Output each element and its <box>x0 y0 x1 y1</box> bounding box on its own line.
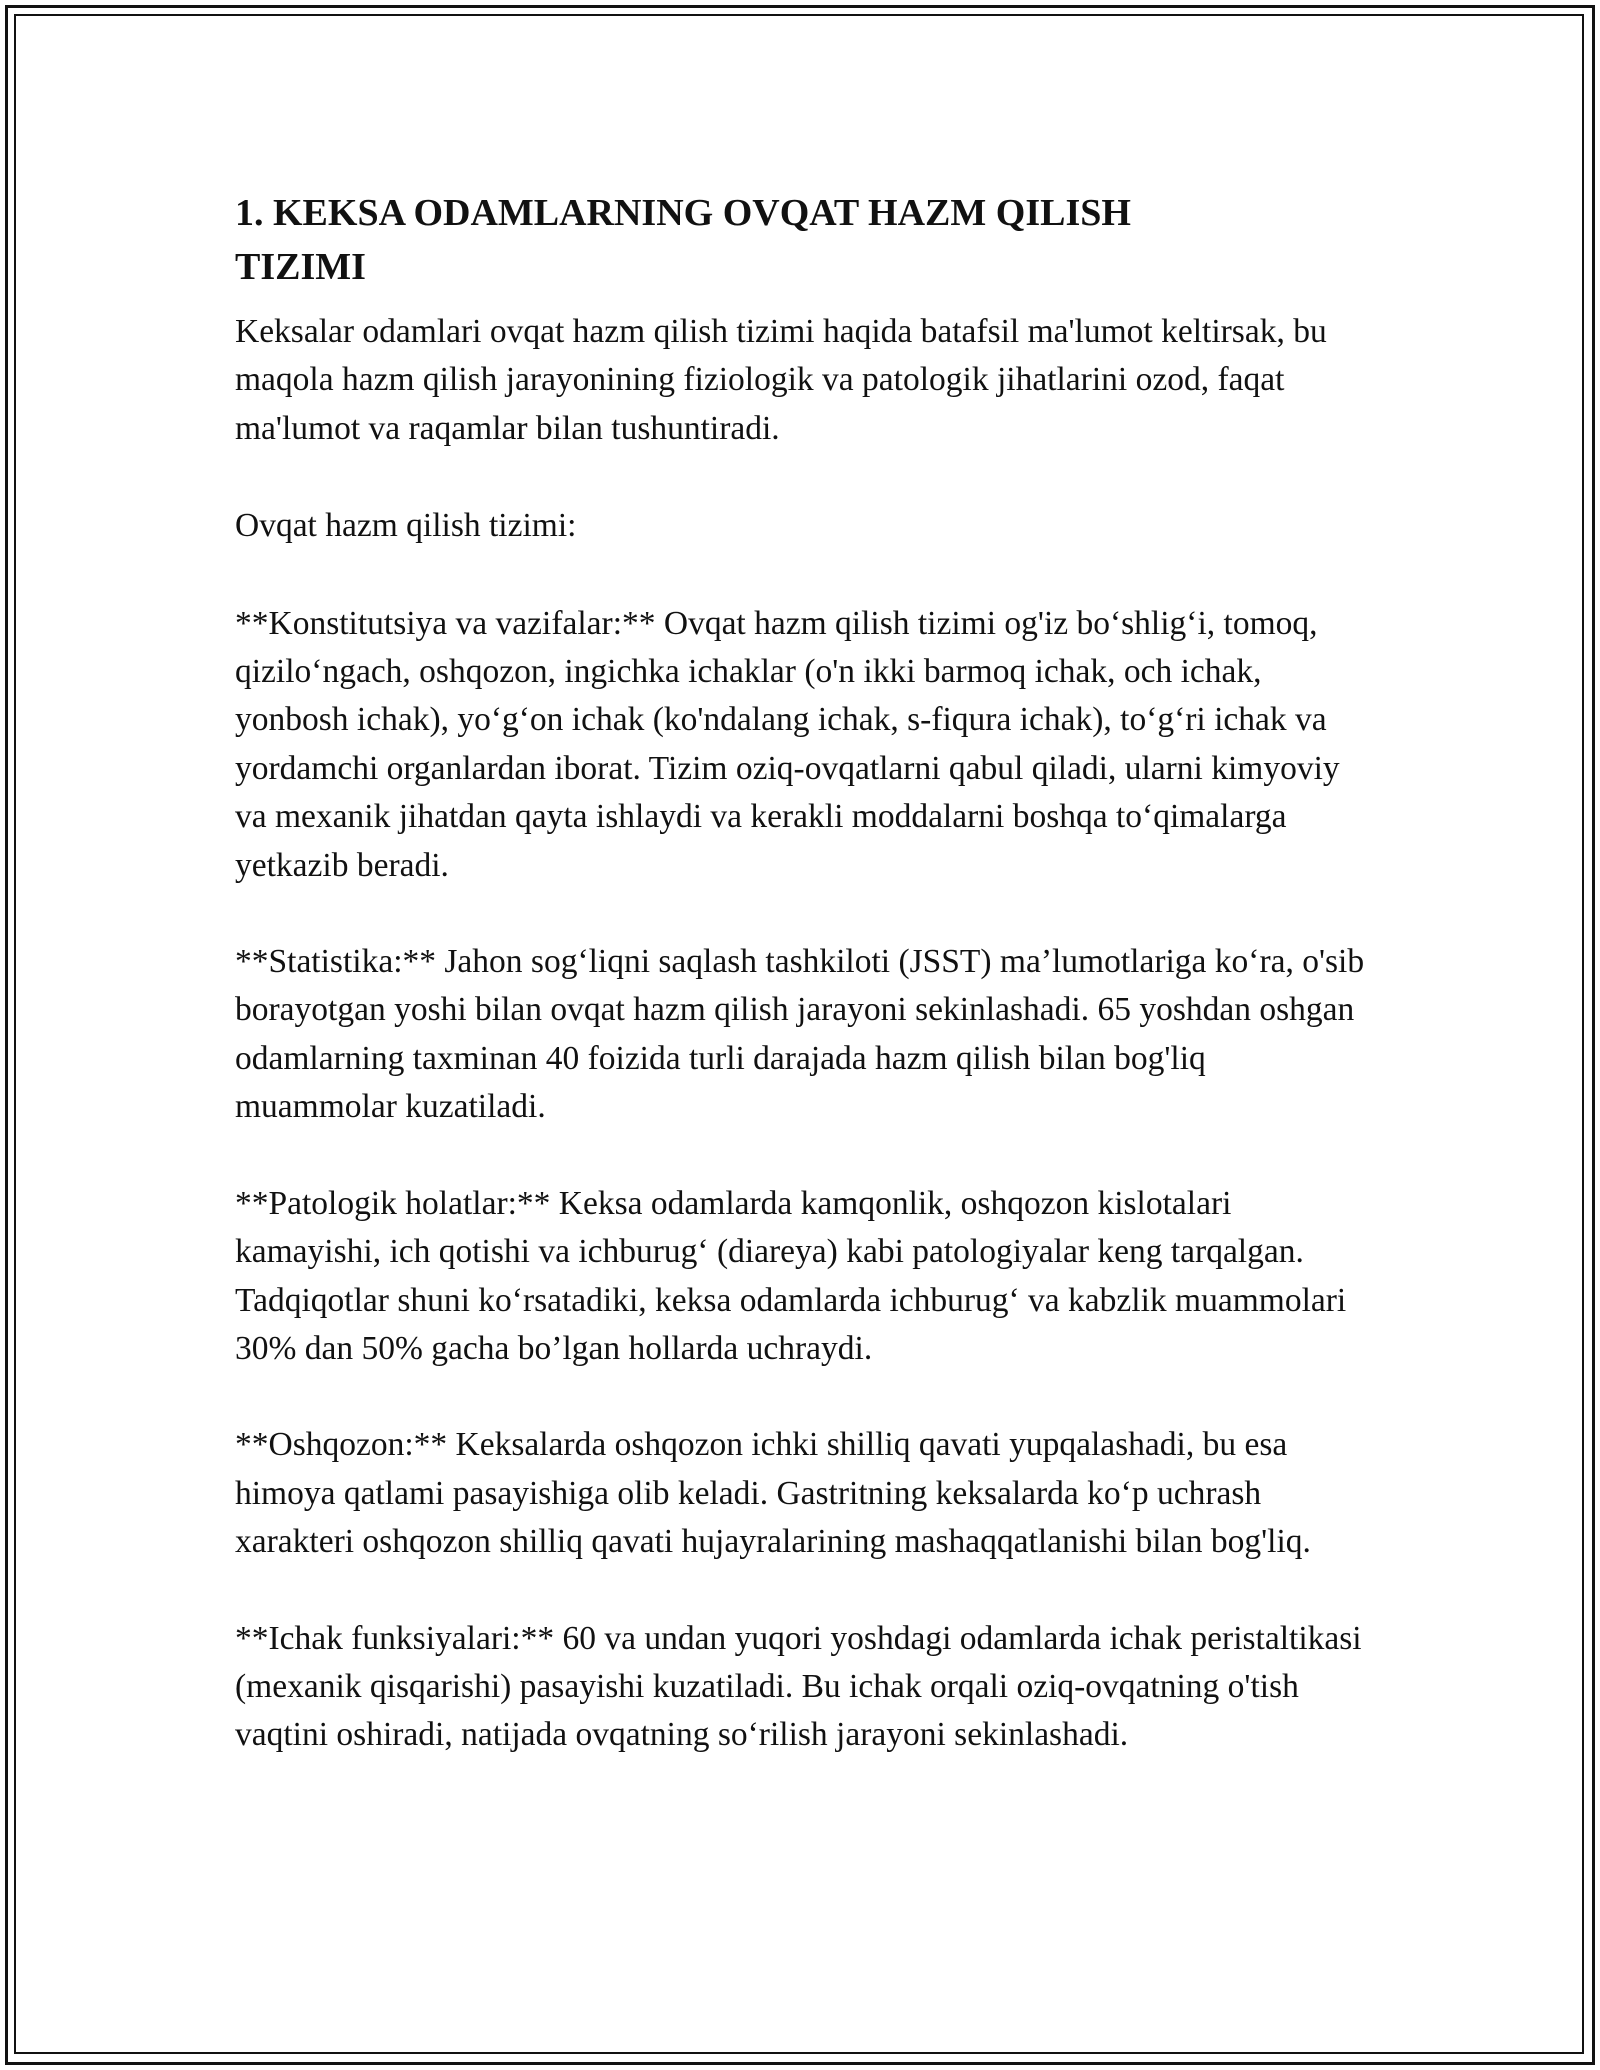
paragraph-intestine: **Ichak funksiyalari:** 60 va undan yuqori yoshdagi odamlarda ichak peristaltikasi (mexanik qisqarishi) pasayishi kuzatiladi. Bu ichak orqali oziq-ovqatning o'tish vaqtini oshiradi, natijada ovqatning so‘rilish jarayoni sekinlashadi. <box>235 1619 1362 1754</box>
paragraph-pathology: **Patologik holatlar:** Keksa odamlarda kamqonlik, oshqozon kislotalari kamayishi, ich qotishi va ichburug‘ (diareya) kabi patologiyalar keng tarqalgan. Tadqiqotlar shuni ko‘rsatadiki, keksa odamlarda ichburug‘ va kabzlik muammolari 30% dan 50% gacha bo’lgan hollarda uchraydi. <box>235 1184 1347 1367</box>
intro-paragraph: Keksalar odamlari ovqat hazm qilish tizimi haqida batafsil ma'lumot keltirsak, bu maqola hazm qilish jarayonining fiziologik va patologik jihatlarini ozod, faqat ma'lumot va raqamlar bilan tushuntiradi. <box>235 313 1327 447</box>
section-heading-paragraph: Ovqat hazm qilish tizimi: <box>235 507 577 545</box>
page-title: 1. KEKSA ODAMLARNING OVQAT HAZM QILISH TIZIMI <box>235 192 1131 288</box>
paragraph-stomach: **Oshqozon:** Keksalarda oshqozon ichki shilliq qavati yupqalashadi, bu esa himoya qatlami pasayishiga olib keladi. Gastritning keksalarda ko‘p uchrash xarakteri oshqozon shilliq qavati hujayralarining mashaqqatlanishi bilan bog'liq. <box>235 1426 1311 1561</box>
paragraph-constitution: **Konstitutsiya va vazifalar:** Ovqat hazm qilish tizimi og'iz bo‘shlig‘i, tomoq, qizilo‘ngach, oshqozon, ingichka ichaklar (o'n ikki barmoq ichak, och ichak, yonbosh ichak), yo‘g‘on ichak (ko'ndalang ichak, s-fiqura ichak), to‘g‘ri ichak va yordamchi organlardan iborat. Tizim oziq-ovqatlarni qabul qiladi, ularni kimyoviy va mexanik jihatdan qayta ishlaydi va kerakli moddalarni boshqa to‘qimalarga yetkazib beradi. <box>235 604 1340 884</box>
paragraph-statistics: **Statistika:** Jahon sog‘liqni saqlash tashkiloti (JSST) ma’lumotlariga ko‘ra, o'sib borayotgan yoshi bilan ovqat hazm qilish jarayoni sekinlashadi. 65 yoshdan oshgan odamlarning taxminan 40 foizida turli darajada hazm qilish bilan bog'liq muammolar kuzatiladi. <box>235 943 1365 1126</box>
document-body <box>235 186 1375 1808</box>
